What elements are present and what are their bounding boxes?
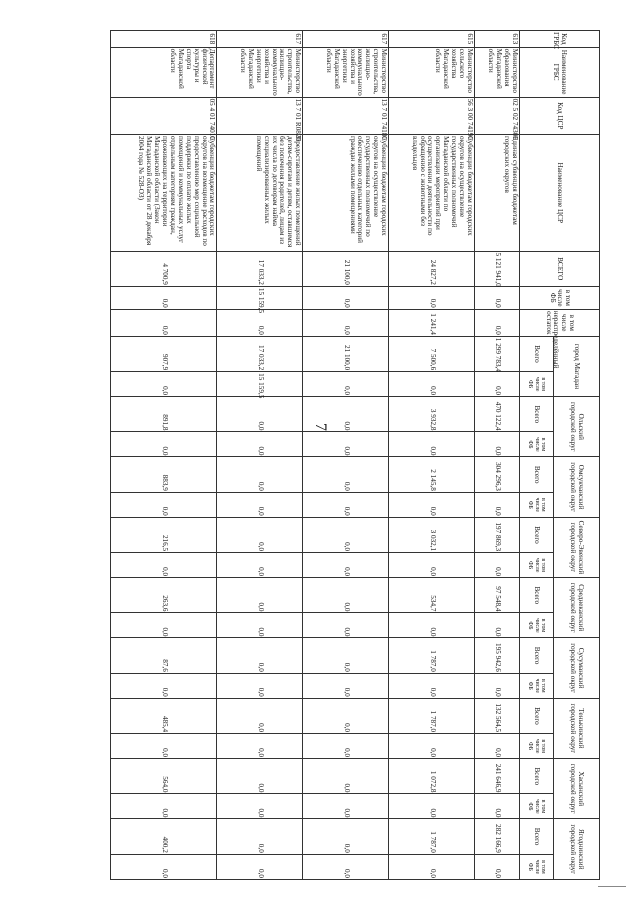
- row-name-csr: Субвенции бюджетам городских округов на осуществление государственных полномочий по обеспечению отдельных категорий граждан жилыми помещениями: [303, 135, 389, 252]
- row-name-grbs: Министерство строительства, жилищно-коммунального хозяйства и энергетики Магаданской области: [303, 47, 389, 97]
- row-district-fb: 0,0: [111, 734, 217, 759]
- row-district-fb: 0,0: [389, 854, 475, 879]
- row-district-total: 0,0: [217, 638, 303, 673]
- row-district-fb: 0,0: [217, 734, 303, 759]
- row-kod-grbs: 618: [111, 31, 217, 48]
- row-name-csr: Единая субвенция бюджетам городских округов: [475, 135, 520, 252]
- row-district-total: 1 787,0: [389, 698, 475, 733]
- row-district-fb: 0,0: [111, 372, 217, 397]
- row-district-fb: 0,0: [389, 673, 475, 698]
- row-district-fb: 0,0: [389, 432, 475, 457]
- header-reserve: в том числе нераспределённый остаток: [520, 309, 600, 336]
- row-district-fb: 0,0: [389, 734, 475, 759]
- header-district: Ягоднинский городской округ: [554, 819, 600, 880]
- row-district-fb: 0,0: [111, 553, 217, 578]
- page-number: 7: [312, 423, 329, 431]
- header-district: Северо-Эвенский городской округ: [554, 517, 600, 577]
- row-district-fb: 0,0: [389, 492, 475, 517]
- row-district-fb: 0,0: [303, 734, 389, 759]
- row-district-total: 1 787,0: [389, 638, 475, 673]
- header-district-total: Всего: [520, 819, 554, 854]
- row-district-fb: 0,0: [303, 673, 389, 698]
- row-kod-csr: 13 7 01 74180: [303, 97, 389, 134]
- header-district-total: Всего: [520, 698, 554, 733]
- header-district-fb: в том числе ФБ: [520, 372, 554, 397]
- row-district-total: 17 033,2: [217, 336, 303, 371]
- row-name-csr: Предоставление жилых помещений детям-сиротам и детям, оставшимся без попечения родителей, лицам из их числа по договорам найма специализированных жилых помещений: [217, 135, 303, 252]
- row-district-fb: 0,0: [389, 553, 475, 578]
- row-district-total: 3 932,8: [389, 397, 475, 432]
- header-total: ВСЕГО: [520, 251, 600, 286]
- header-kod-csr: Код ЦСР: [520, 97, 600, 134]
- row-district-fb: 0,0: [217, 794, 303, 819]
- header-district-fb: в том числе ФБ: [520, 613, 554, 638]
- row-district-total: 564,0: [111, 759, 217, 794]
- row-district-fb: 0,0: [111, 854, 217, 879]
- header-district-total: Всего: [520, 457, 554, 492]
- header-district-total: Всего: [520, 638, 554, 673]
- row-district-fb: 0,0: [217, 673, 303, 698]
- row-district-total: 0,0: [303, 517, 389, 552]
- row-reserve: 0,0: [217, 309, 303, 336]
- row-district-fb: 0,0: [217, 553, 303, 578]
- header-district-fb: в том числе ФБ: [520, 794, 554, 819]
- row-kod-grbs: 617: [303, 31, 389, 48]
- rotated-table-wrapper: [110, 30, 600, 880]
- scan-edge-mark: [598, 886, 626, 887]
- row-district-total: 0,0: [303, 638, 389, 673]
- row-district-fb: 0,0: [475, 553, 520, 578]
- row-total-fb: 0,0: [475, 286, 520, 309]
- row-district-fb: 0,0: [303, 854, 389, 879]
- header-row-1: [554, 31, 600, 880]
- table-row: [389, 31, 475, 880]
- row-district-fb: 0,0: [389, 372, 475, 397]
- row-district-fb: 0,0: [303, 553, 389, 578]
- table-row: [475, 31, 520, 880]
- header-district-fb: в том числе ФБ: [520, 673, 554, 698]
- row-district-total: 97 548,4: [475, 578, 520, 613]
- row-total-fb: 15 159,5: [217, 286, 303, 309]
- row-district-total: 0,0: [303, 759, 389, 794]
- row-kod-grbs: 615: [389, 31, 475, 48]
- row-total-fb: 0,0: [389, 286, 475, 309]
- row-total: 21 100,0: [303, 251, 389, 286]
- header-district-total: Всего: [520, 759, 554, 794]
- row-district-fb: 0,0: [217, 854, 303, 879]
- header-district: Хасынский городской округ: [554, 759, 600, 819]
- row-total: 17 033,2: [217, 251, 303, 286]
- row-district-fb: 0,0: [217, 492, 303, 517]
- header-name-csr: Наименование ЦСР: [520, 135, 600, 252]
- header-district: Среднеканский городской округ: [554, 578, 600, 638]
- row-name-grbs: Министерство строительства, жилищно-коммунального хозяйства и энергетики Магаданской области: [217, 47, 303, 97]
- header-district-fb: в том числе ФБ: [520, 432, 554, 457]
- header-district-fb: в том числе ФБ: [520, 492, 554, 517]
- row-district-total: 282 166,9: [475, 819, 520, 854]
- row-total-fb: 0,0: [111, 286, 217, 309]
- row-district-fb: 0,0: [475, 613, 520, 638]
- row-district-total: 7 500,6: [389, 336, 475, 371]
- row-district-total: 0,0: [303, 698, 389, 733]
- row-district-fb: 0,0: [475, 432, 520, 457]
- row-district-total: 883,9: [111, 457, 217, 492]
- row-district-total: 241 646,9: [475, 759, 520, 794]
- row-kod-grbs: 613: [475, 31, 520, 48]
- row-total: 5 121 941,0: [475, 251, 520, 286]
- header-kod-grbs: Код ГРБС: [520, 31, 600, 48]
- row-reserve: 0,0: [303, 309, 389, 336]
- row-district-total: 87,6: [111, 638, 217, 673]
- row-name-csr: Субвенции бюджетам городских округов на возмещение расходов по предоставлению мер социальной поддержки по оплате жилых помещений и коммунальных услуг отдельным категориям граждан, проживающих на территории Магаданской области (Закон Магаданской области от 28 декабря 2004 года № 528-ОЗ): [111, 135, 217, 252]
- row-district-total: 304 296,3: [475, 457, 520, 492]
- row-district-total: 0,0: [217, 759, 303, 794]
- header-district-fb: в том числе ФБ: [520, 553, 554, 578]
- table-row: [111, 31, 217, 880]
- row-district-total: 1 072,8: [389, 759, 475, 794]
- row-district-fb: 0,0: [475, 734, 520, 759]
- row-district-total: 400,2: [111, 819, 217, 854]
- row-reserve: 0,0: [475, 309, 520, 336]
- row-district-total: 21 100,0: [303, 336, 389, 371]
- header-district-total: Всего: [520, 397, 554, 432]
- row-district-total: 3 032,1: [389, 517, 475, 552]
- row-district-fb: 0,0: [111, 613, 217, 638]
- row-name-grbs: Департамент физической культуры и спорта Магаданской области: [111, 47, 217, 97]
- table-body: [111, 31, 520, 880]
- row-district-total: 534,7: [389, 578, 475, 613]
- row-district-total: 470 122,4: [475, 397, 520, 432]
- header-district-total: Всего: [520, 517, 554, 552]
- row-district-fb: 0,0: [303, 492, 389, 517]
- row-reserve: 1 241,4: [389, 309, 475, 336]
- row-district-total: 0,0: [303, 819, 389, 854]
- table-row: [217, 31, 303, 880]
- row-district-total: 2 145,8: [389, 457, 475, 492]
- row-district-total: 0,0: [303, 397, 389, 432]
- header-district: Сусуманский городской округ: [554, 638, 600, 698]
- row-district-fb: 0,0: [303, 794, 389, 819]
- header-district: город Магадан: [554, 336, 600, 396]
- row-district-total: 0,0: [217, 397, 303, 432]
- table-row: [303, 31, 389, 880]
- header-total-fb: в том числе ФБ: [520, 286, 600, 309]
- row-total: 4 700,9: [111, 251, 217, 286]
- row-district-fb: 0,0: [303, 372, 389, 397]
- row-district-fb: 0,0: [303, 613, 389, 638]
- row-district-fb: 0,0: [217, 613, 303, 638]
- row-name-grbs: Министерство сельского хозяйства Магаданской области: [389, 47, 475, 97]
- row-kod-csr: 13 7 01 R0820: [217, 97, 303, 134]
- row-district-fb: 0,0: [217, 432, 303, 457]
- row-district-fb: 0,0: [475, 794, 520, 819]
- row-district-total: 132 564,5: [475, 698, 520, 733]
- row-district-total: 0,0: [217, 698, 303, 733]
- row-district-total: 0,0: [303, 578, 389, 613]
- row-kod-grbs: 617: [217, 31, 303, 48]
- row-district-total: 216,5: [111, 517, 217, 552]
- row-kod-csr: 05 4 01 74010: [111, 97, 217, 134]
- row-district-total: 0,0: [217, 578, 303, 613]
- row-district-total: 0,0: [217, 517, 303, 552]
- row-district-fb: 0,0: [475, 372, 520, 397]
- row-district-total: 195 942,6: [475, 638, 520, 673]
- row-district-fb: 0,0: [475, 492, 520, 517]
- header-district-total: Всего: [520, 336, 554, 371]
- row-district-total: 0,0: [217, 457, 303, 492]
- row-district-fb: 0,0: [111, 432, 217, 457]
- header-district-total: Всего: [520, 578, 554, 613]
- row-total: 24 827,2: [389, 251, 475, 286]
- row-district-total: 197 869,3: [475, 517, 520, 552]
- row-district-fb: 0,0: [303, 432, 389, 457]
- row-district-fb: 0,0: [111, 794, 217, 819]
- header-district: Тенькинский городской округ: [554, 698, 600, 758]
- header-district-fb: в том числе ФБ: [520, 854, 554, 879]
- row-name-csr: Субвенции бюджетам городских округов на осуществление государственных полномочий Магаданской области по организации мероприятий при осуществлении деятельности по обращению с животными без владельцев: [389, 135, 475, 252]
- row-district-total: 0,0: [217, 819, 303, 854]
- row-reserve: 0,0: [111, 309, 217, 336]
- row-district-total: 0,0: [303, 457, 389, 492]
- row-district-fb: 0,0: [475, 673, 520, 698]
- row-district-total: 1 299 783,4: [475, 336, 520, 371]
- row-district-total: 263,6: [111, 578, 217, 613]
- row-kod-csr: 56 3 00 74190: [389, 97, 475, 134]
- header-name-grbs: Наименование ГРБС: [520, 47, 600, 97]
- header-district: Омсукчанский городской округ: [554, 457, 600, 517]
- row-district-total: 891,8: [111, 397, 217, 432]
- row-total-fb: 0,0: [303, 286, 389, 309]
- row-district-fb: 0,0: [389, 613, 475, 638]
- header-district-fb: в том числе ФБ: [520, 734, 554, 759]
- row-district-fb: 0,0: [389, 794, 475, 819]
- row-district-fb: 0,0: [111, 673, 217, 698]
- row-district-fb: 0,0: [475, 854, 520, 879]
- row-name-grbs: Министерство образования Магаданской области: [475, 47, 520, 97]
- row-district-total: 485,4: [111, 698, 217, 733]
- row-kod-csr: 02 5 02 74300: [475, 97, 520, 134]
- budget-table: [110, 30, 600, 880]
- header-district: Ольский городской округ: [554, 397, 600, 457]
- row-district-total: 1 787,0: [389, 819, 475, 854]
- row-district-fb: 15 159,5: [217, 372, 303, 397]
- row-district-fb: 0,0: [111, 492, 217, 517]
- row-district-total: 907,9: [111, 336, 217, 371]
